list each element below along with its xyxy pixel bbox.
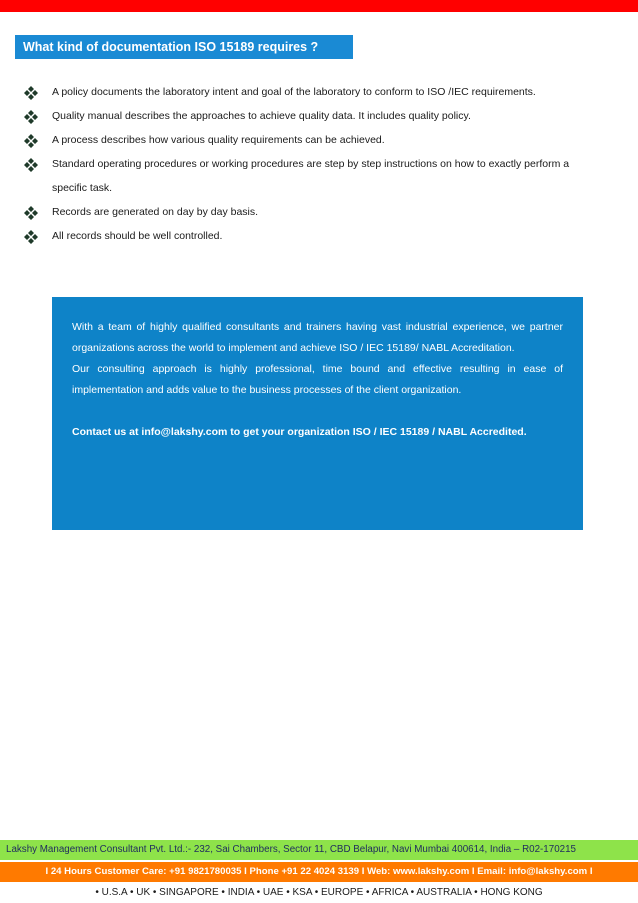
list-item-text: Quality manual describes the approaches to achieve quality data. It includes quality policy. bbox=[52, 110, 471, 122]
list-item-text: Records are generated on day by day basis. bbox=[52, 206, 259, 218]
list-item bbox=[24, 128, 624, 152]
list-item-text: A process describes how various quality requirements can be achieved. bbox=[52, 134, 385, 146]
requirements-list bbox=[24, 80, 624, 248]
diamond-bullet-icon bbox=[24, 206, 38, 220]
top-red-bar bbox=[0, 0, 638, 12]
footer-address: Lakshy Management Consultant Pvt. Ltd.:- 232, Sai Chambers, Sector 11, CBD Belapur, Navi Mumbai 400614, India – R02-170215 bbox=[0, 840, 638, 860]
diamond-bullet-icon bbox=[24, 134, 38, 148]
list-item bbox=[24, 152, 624, 200]
contact-callout: Contact us at info@lakshy.com to get your organization ISO / IEC 15189 / NABL Accredited. bbox=[72, 426, 527, 438]
list-item-text: Standard operating procedures or working procedures are step by step instructions on how to exactly perform a specific task. bbox=[52, 158, 570, 194]
diamond-bullet-icon bbox=[24, 158, 38, 172]
diamond-bullet-icon bbox=[24, 110, 38, 124]
footer-contact-line: I 24 Hours Customer Care: +91 9821780035 I Phone +91 22 4024 3139 I Web: www.lakshy.com I Email: info@lakshy.com I bbox=[0, 862, 638, 882]
list-item-text: All records should be well controlled. bbox=[52, 230, 223, 242]
diamond-bullet-icon bbox=[24, 86, 38, 100]
info-paragraph-team: With a team of highly qualified consultants and trainers having vast industrial experience, we partner organizations across the world to implement and achieve ISO / IEC 15189/ NABL Accreditation. bbox=[72, 321, 563, 354]
diamond-bullet-icon bbox=[24, 230, 38, 244]
info-paragraph-approach: Our consulting approach is highly professional, time bound and effective resulting in ease of implementation and adds value to the business processes of the client organization. bbox=[72, 363, 563, 396]
spacer bbox=[72, 401, 563, 422]
footer-locations: • U.S.A • UK • SINGAPORE • INDIA • UAE • KSA • EUROPE • AFRICA • AUSTRALIA • HONG KONG bbox=[0, 882, 638, 903]
list-item-text: A policy documents the laboratory intent and goal of the laboratory to conform to ISO /IEC requirements. bbox=[52, 86, 536, 98]
list-item bbox=[24, 104, 624, 128]
info-box bbox=[52, 297, 583, 530]
list-item bbox=[24, 224, 624, 248]
list-item bbox=[24, 80, 624, 104]
list-item bbox=[24, 200, 624, 224]
section-heading: What kind of documentation ISO 15189 requires ? bbox=[15, 35, 353, 59]
